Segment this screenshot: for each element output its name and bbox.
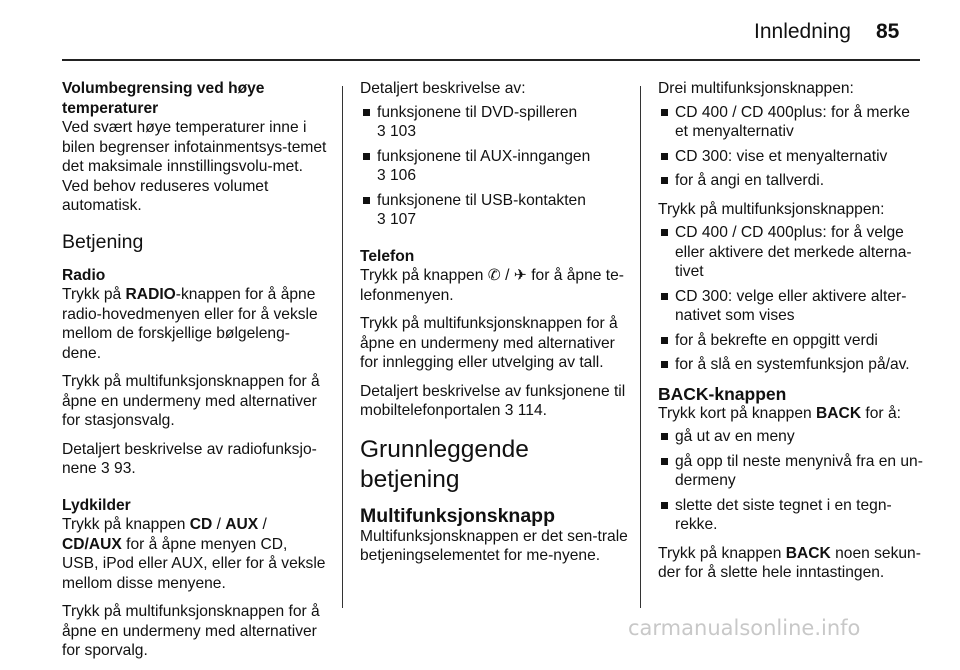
- paragraph-detail-intro: Detaljert beskrivelse av:: [360, 80, 526, 97]
- list-item: CD 300: vise et menyalternativ: [658, 147, 924, 167]
- column-divider-1: [342, 86, 343, 608]
- page-number: 85: [876, 20, 900, 43]
- paragraph-radio-3: Detaljert beskrivelse av radiofunksjo-nene 3 93.: [62, 440, 317, 477]
- list-item: gå opp til neste menynivå fra en un-dermeny: [658, 452, 924, 491]
- page-reference: 3 106: [377, 167, 417, 184]
- page-reference: 3 103: [377, 123, 417, 140]
- heading-back-button: BACK-knappen: [658, 383, 787, 404]
- page-reference: 3 107: [377, 211, 417, 228]
- paragraph-phone-1: Trykk på knappen ✆ / ✈ for å åpne te-lefonmenyen.: [360, 267, 624, 304]
- paragraph-phone-2: Trykk på multifunksjonsknappen for å åpne en undermeny med alternativer for innlegging eller utvelging av tall.: [360, 315, 618, 371]
- turn-list: [658, 103, 924, 191]
- header-rule: [62, 59, 920, 61]
- paragraph-phone-3: Detaljert beskrivelse av funksjonene til mobiltelefonportalen 3 114.: [360, 382, 626, 419]
- paragraph-back-hold: Trykk på knappen BACK noen sekun-der for å slette hele inntastingen.: [658, 544, 921, 581]
- heading-operation: Betjening: [62, 230, 144, 253]
- column-2: [360, 79, 628, 575]
- list-item: gå ut av en meny: [658, 427, 924, 447]
- page-header: [0, 0, 960, 64]
- list-item: funksjonene til DVD-spilleren 3 103: [360, 103, 628, 142]
- list-item: CD 400 / CD 400plus: for å velge eller aktivere det merkede alterna-tivet: [658, 223, 924, 282]
- paragraph-radio-1: Trykk på RADIO-knappen for å åpne radio-hovedmenyen eller for å veksle mellom de forskjellige bølgeleng-dene.: [62, 286, 318, 362]
- list-item: for å angi en tallverdi.: [658, 171, 924, 191]
- radio-button-label: RADIO: [125, 286, 176, 303]
- list-item: CD 400 / CD 400plus: for å merke et menyalternativ: [658, 103, 924, 142]
- paragraph-multifunction: Multifunksjonsknappen er det sen-trale betjeningselementet for me-nyene.: [360, 527, 628, 564]
- paragraph-sources-1: Trykk på knappen CD / AUX / CD/AUX for å åpne menyen CD, USB, iPod eller AUX, eller for å veksle mellom disse menyene.: [62, 516, 326, 592]
- heading-phone: Telefon: [360, 247, 415, 265]
- paragraph-press-intro: Trykk på multifunksjonsknappen:: [658, 200, 885, 218]
- back-list: [658, 427, 924, 535]
- paragraph-back-intro: Trykk kort på knappen BACK for å:: [658, 404, 901, 422]
- column-divider-2: [640, 86, 641, 608]
- paragraph-radio-2: Trykk på multifunksjonsknappen for å åpne en undermeny med alternativer for stasjonsvalg.: [62, 373, 320, 429]
- page-reference: 3 93.: [101, 460, 136, 477]
- press-list: [658, 223, 924, 375]
- heading-radio: Radio: [62, 266, 106, 284]
- heading-audio-sources: Lydkilder: [62, 496, 131, 514]
- list-item: slette det siste tegnet i en tegn-rekke.: [658, 496, 924, 535]
- heading-multifunction-knob: Multifunksjonsknapp: [360, 504, 555, 527]
- list-item: CD 300: velge eller aktivere alter-nativet som vises: [658, 287, 924, 326]
- heading-basic-operation: Grunnleggende betjening: [360, 435, 529, 493]
- watermark: carmanualsonline.info: [628, 616, 861, 640]
- detail-list: [360, 103, 628, 230]
- list-item: for å slå en systemfunksjon på/av.: [658, 355, 924, 375]
- column-3: [658, 79, 924, 592]
- phone-icon: ✆ / ✈: [487, 267, 527, 284]
- list-item: funksjonene til AUX-inngangen 3 106: [360, 147, 628, 186]
- paragraph-volume-limit: Ved svært høye temperaturer inne i bilen begrenser infotainmentsys-temet det maksimale innstillingsvolu-met. Ved behov reduseres volumet automatisk.: [62, 119, 327, 214]
- list-item: for å bekrefte en oppgitt verdi: [658, 331, 924, 351]
- paragraph-turn-intro: Drei multifunksjonsknappen:: [658, 80, 854, 97]
- section-title: Innledning: [754, 20, 851, 43]
- heading-volume-limit: Volumbegrensing ved høye temperaturer: [62, 80, 265, 117]
- column-1: [62, 79, 328, 670]
- paragraph-sources-2: Trykk på multifunksjonsknappen for å åpne en undermeny med alternativer for sporvalg.: [62, 603, 320, 659]
- list-item: funksjonene til USB-kontakten 3 107: [360, 191, 628, 230]
